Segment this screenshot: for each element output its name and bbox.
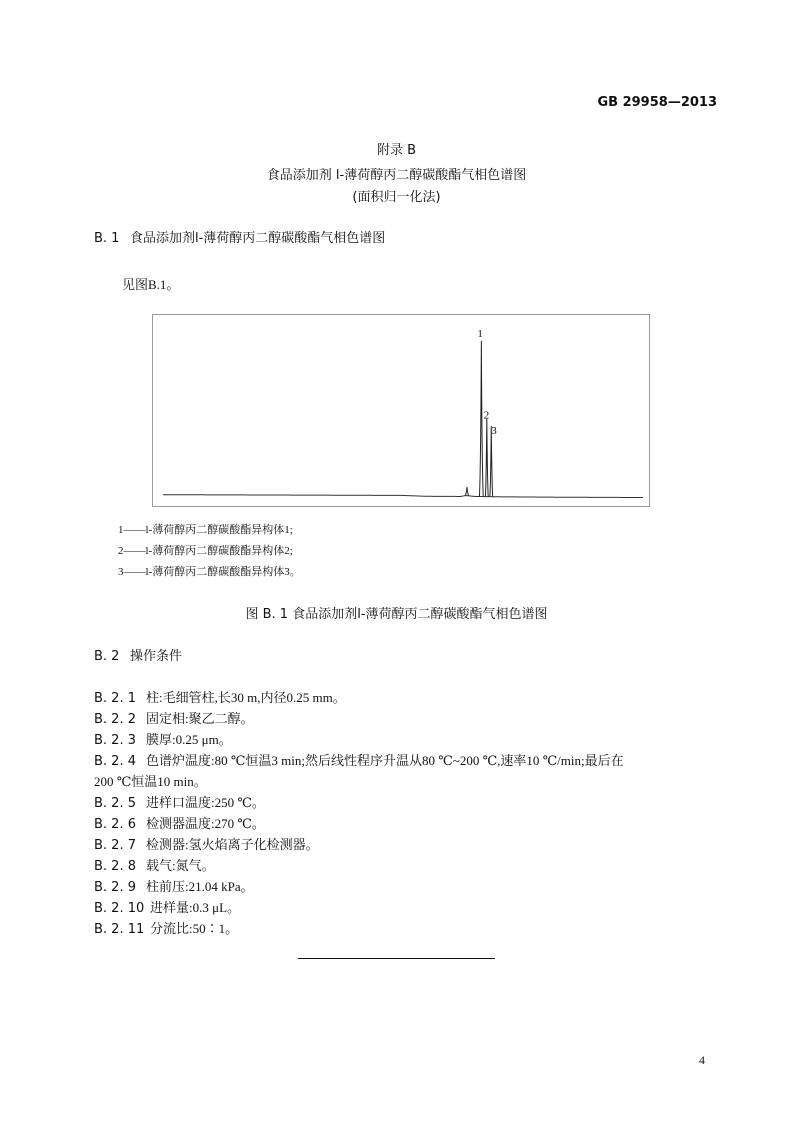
condition-item [94, 918, 238, 937]
chromatogram-peak-1 [479, 341, 483, 497]
see-figure-text: 见图B.1。 [122, 277, 180, 292]
condition-item [94, 876, 254, 895]
chromatogram-baseline [163, 495, 643, 498]
section-b1-number: B. 1 [94, 231, 120, 246]
condition-text: 检测器温度:270 ℃。 [146, 816, 265, 831]
condition-number: B. 2. 6 [94, 817, 136, 832]
condition-text: 检测器:氢火焰离子化检测器。 [146, 837, 319, 852]
condition-number: B. 2. 10 [94, 901, 145, 916]
peak-label-3: 3 [491, 424, 497, 437]
condition-number: B. 2. 9 [94, 880, 136, 895]
legend-item-2: 2——l-薄荷醇丙二醇碳酸酯异构体2; [118, 545, 293, 557]
condition-item [94, 687, 346, 706]
legend-item-1: 1——l-薄荷醇丙二醇碳酸酯异构体1; [118, 524, 293, 536]
condition-item [94, 708, 254, 727]
condition-item [94, 855, 215, 874]
condition-text-continuation: 200 ℃恒温10 min。 [94, 774, 207, 789]
condition-number: B. 2. 7 [94, 838, 136, 853]
appendix-method: (面积归一化法) [352, 190, 441, 205]
legend-item-3: 3——l-薄荷醇丙二醇碳酸酯异构体3。 [118, 566, 301, 578]
condition-item [94, 729, 232, 748]
condition-text: 进样量:0.3 μL。 [150, 900, 241, 915]
condition-item [94, 834, 319, 853]
chromatogram-chart [152, 314, 650, 507]
condition-item [94, 792, 265, 811]
condition-number: B. 2. 4 [94, 754, 136, 769]
figure-caption: 图 B. 1 食品添加剂l-薄荷醇丙二醇碳酸酯气相色谱图 [245, 607, 548, 622]
condition-text: 柱前压:21.04 kPa。 [146, 879, 254, 894]
condition-number: B. 2. 11 [94, 922, 145, 937]
condition-number: B. 2. 3 [94, 733, 136, 748]
condition-text: 固定相:聚乙二醇。 [146, 711, 254, 726]
peak-label-1: 1 [477, 327, 483, 340]
condition-number: B. 2. 1 [94, 691, 136, 706]
condition-text: 进样口温度:250 ℃。 [146, 795, 265, 810]
section-b2-title: 操作条件 [130, 649, 183, 664]
condition-item [94, 813, 265, 832]
appendix-title: 食品添加剂 l-薄荷醇丙二醇碳酸酯气相色谱图 [266, 168, 527, 183]
condition-text: 色谱炉温度:80 ℃恒温3 min;然后线性程序升温从80 ℃~200 ℃,速率10 ℃/min;最后在 [146, 753, 624, 768]
appendix-label: 附录 B [376, 143, 417, 158]
section-b1-title: 食品添加剂l-薄荷醇丙二醇碳酸酯气相色谱图 [130, 231, 386, 246]
standard-code: GB 29958—2013 [597, 95, 717, 110]
peak-label-2: 2 [483, 409, 490, 422]
section-b2-heading [94, 645, 182, 664]
condition-number: B. 2. 8 [94, 859, 136, 874]
condition-text: 分流比:50∶1。 [150, 921, 239, 936]
chromatogram-peak-2 [485, 419, 488, 497]
condition-text: 柱:毛细管柱,长30 m,内径0.25 mm。 [146, 690, 346, 705]
condition-text: 载气:氮气。 [146, 858, 215, 873]
condition-number: B. 2. 5 [94, 796, 136, 811]
condition-item [94, 897, 240, 916]
condition-text: 膜厚:0.25 μm。 [146, 732, 232, 747]
section-b1-heading [94, 227, 385, 246]
condition-item [94, 750, 624, 769]
section-b2-number: B. 2 [94, 649, 120, 664]
page-number: 4 [699, 1053, 705, 1067]
condition-number: B. 2. 2 [94, 712, 136, 727]
chromatogram-peak-minor-0 [465, 487, 468, 496]
chromatogram-svg [153, 315, 649, 506]
end-rule [298, 958, 495, 959]
